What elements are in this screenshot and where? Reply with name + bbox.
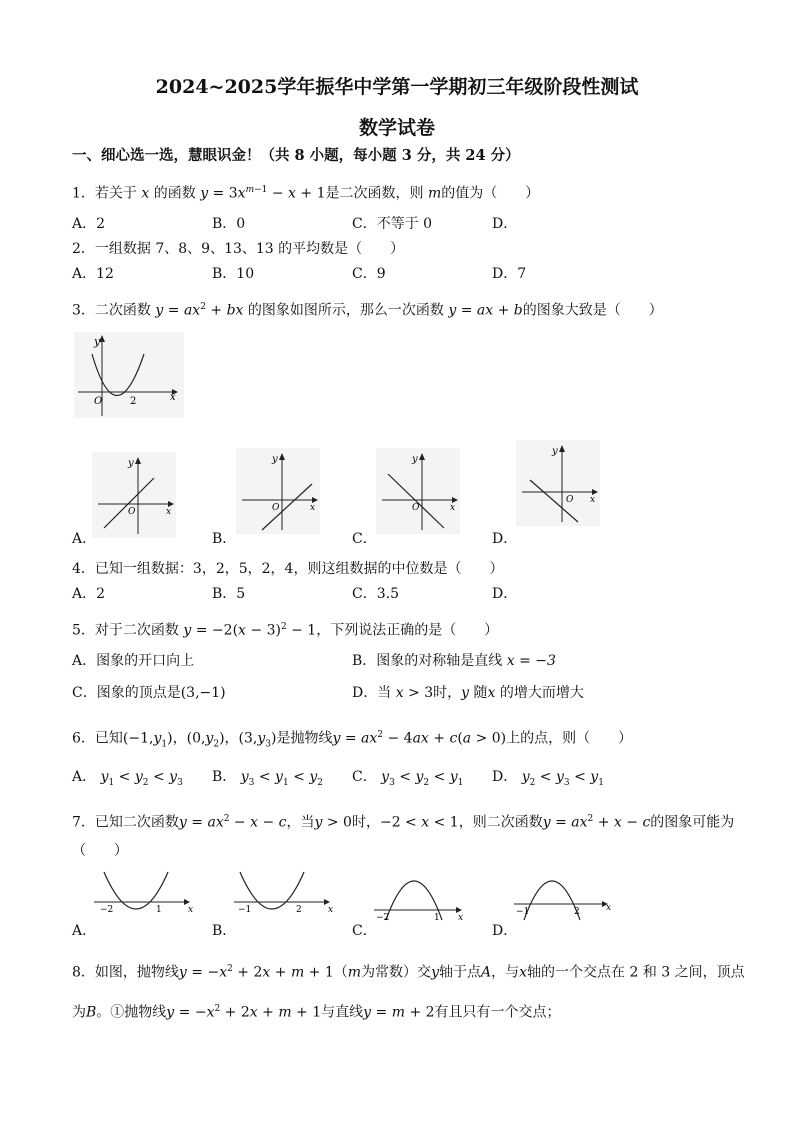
svg-text:−1: −1 [516, 907, 530, 917]
svg-text:2: 2 [296, 905, 302, 915]
q6-option-c: C． $y_3 < y_2 < y_1$ [352, 769, 464, 788]
svg-text:x: x [166, 507, 172, 517]
svg-text:1: 1 [434, 913, 440, 922]
q7-option-d: D． [492, 923, 518, 939]
q3-option-c: C． [352, 531, 377, 547]
svg-text:O: O [566, 495, 574, 505]
svg-text:x: x [606, 903, 612, 913]
q5-option-b: B．图象的对称轴是直线 x = −3 [352, 653, 556, 669]
svg-text:O: O [128, 507, 136, 517]
q6-option-a: A． $y_1 < y_2 < y_3$ [72, 769, 183, 788]
exam-title: 2024~2025学年振华中学第一学期初三年级阶段性测试 [155, 76, 639, 98]
q5-option-d: D．当 x > 3时，y 随x 的增大而增大 [352, 685, 584, 701]
svg-text:y: y [128, 458, 134, 469]
q3-option-a-graph [92, 452, 176, 538]
q4-option-a: A．2 [72, 586, 106, 602]
q3-option-b: B． [212, 531, 237, 547]
question-7-paren: （ ） [72, 843, 128, 859]
svg-text:x: x [450, 503, 456, 513]
question-3-stem: 3．二次函数 $y = ax^2$ + bx 的图象如图所示，那么一次函数 y = ax + b的图象大致是（ ） [72, 302, 663, 319]
q7-option-c-graph [372, 866, 476, 922]
svg-text:x: x [310, 503, 316, 513]
svg-text:1: 1 [156, 905, 162, 915]
svg-text:−2: −2 [100, 905, 114, 915]
q7-option-c: C． [352, 923, 377, 939]
q4-option-b: B．5 [212, 586, 246, 602]
question-8-line-2: 为B。①抛物线$y = -x^2 + 2x + m + 1$与直线y = m + 2有且只有一个交点； [72, 1004, 561, 1021]
svg-text:−2: −2 [376, 913, 390, 922]
svg-text:−1: −1 [238, 905, 252, 915]
q3-option-d: D． [492, 531, 518, 547]
svg-text:2: 2 [130, 396, 137, 407]
q2-option-c: C．9 [352, 266, 386, 282]
q5-option-c: C．图象的顶点是(3,−1) [72, 685, 226, 701]
svg-text:O: O [412, 503, 420, 513]
exam-subtitle: 数学试卷 [358, 117, 435, 139]
q1-option-d: D． [492, 216, 518, 232]
svg-text:O: O [94, 396, 103, 407]
svg-text:y: y [412, 454, 418, 465]
q2-option-b: B．10 [212, 266, 255, 282]
question-5-stem: 5．对于二次函数 $y = -2(x - 3)^2 - 1$，下列说法正确的是（ ） [72, 622, 499, 639]
question-8-line-1: 8．如图，抛物线$y = -x^2 + 2x + m + 1(m$为常数）交y轴于点A，与x轴的一个交点在 2 和 3 之间，顶点 [72, 964, 745, 981]
question-7-stem: 7．已知二次函数$y = ax^2 - x - c$，当y > 0时，−2 < x < 1，则二次函数$y = ax^2 + x - c$的图象可能为 [72, 814, 735, 831]
q6-option-d: D． $y_2 < y_3 < y_1$ [492, 769, 604, 788]
question-1-stem: 1．若关于 x 的函数 $y = 3x^{m-1} - x + 1$是二次函数，则 m的值为（ ） [72, 185, 540, 202]
q2-option-d: D．7 [492, 266, 527, 282]
q3-option-c-graph [376, 448, 460, 534]
q7-option-a: A． [72, 923, 97, 939]
svg-text:x: x [188, 905, 194, 915]
svg-text:y: y [94, 335, 101, 348]
q4-option-d: D． [492, 586, 518, 602]
svg-text:2: 2 [574, 907, 580, 917]
q5-option-a: A．图象的开口向上 [72, 653, 195, 669]
q3-option-d-graph [516, 440, 600, 526]
q7-option-d-graph [512, 866, 616, 922]
svg-text:y: y [552, 446, 558, 457]
question-6-stem: 6．已知$(-1,y_1)$，$(0,y_2)$，$(3,y_3)$是抛物线$y = ax^2 - 4ax + c(a > 0)$上的点，则（ ） [72, 730, 633, 750]
svg-text:O: O [272, 503, 280, 513]
svg-text:x: x [590, 495, 596, 505]
q7-option-a-graph [92, 866, 196, 922]
q6-option-b: B． $y_3 < y_1 < y_2$ [212, 769, 323, 788]
svg-text:x: x [170, 392, 176, 403]
svg-text:y: y [272, 454, 278, 465]
q1-option-a: A．2 [72, 216, 106, 232]
q4-option-c: C．3.5 [352, 586, 399, 602]
q7-option-b-graph [232, 866, 336, 922]
q3-option-b-graph [236, 448, 320, 534]
q7-option-b: B． [212, 923, 237, 939]
question-4-stem: 4．已知一组数据：3，2，5，2，4，则这组数据的中位数是（ ） [72, 561, 504, 577]
q2-option-a: A．12 [72, 266, 114, 282]
q1-option-b: B．0 [212, 216, 246, 232]
question-2-stem: 2．一组数据 7、8、9、13、13 的平均数是（ ） [72, 241, 405, 257]
section-heading: 一、细心选一选，慧眼识金！（共 8 小题，每小题 3 分，共 24 分） [72, 147, 520, 164]
svg-text:x: x [458, 913, 464, 922]
svg-text:x: x [328, 905, 334, 915]
q3-option-a: A． [72, 531, 97, 547]
q1-option-c: C．不等于 0 [352, 216, 433, 232]
q3-parabola-figure [74, 332, 184, 418]
